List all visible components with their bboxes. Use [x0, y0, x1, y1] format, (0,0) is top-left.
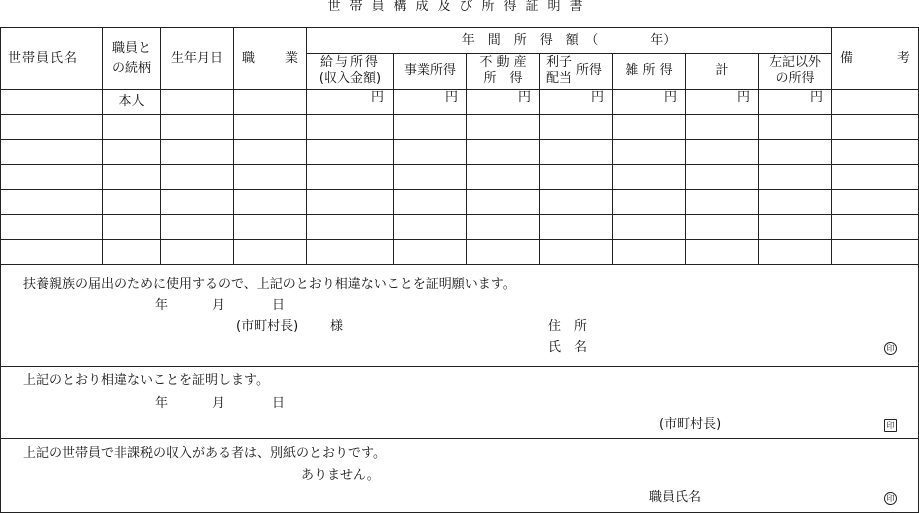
header-misc: 雑 所 得 [625, 63, 673, 78]
divider [0, 89, 919, 90]
header-other-line2: の所得 [775, 71, 815, 86]
section1-statement: 扶養親族の届出のために使用するので、上記のとおり相違ないことを証明願います。 [23, 277, 516, 292]
divider [0, 139, 919, 140]
divider [393, 53, 394, 265]
yen-unit: 円 [810, 90, 824, 105]
section2-day: 日 [272, 396, 286, 411]
divider [0, 114, 919, 115]
seal-mark: 印 [884, 342, 897, 355]
header-member-name: 世帯員氏名 [8, 51, 79, 66]
header-interest-line2: 配当 [546, 71, 573, 86]
divider [831, 27, 832, 265]
header-occupation-right: 業 [285, 51, 299, 66]
header-remarks-right: 考 [897, 51, 911, 66]
section1-month: 月 [212, 298, 226, 313]
relation-self: 本人 [118, 94, 145, 109]
section3-none: ありません。 [301, 468, 380, 483]
divider [0, 214, 919, 215]
yen-unit: 円 [518, 90, 532, 105]
section1-day: 日 [272, 298, 286, 313]
section2-statement: 上記のとおり相違ないことを証明します。 [23, 373, 269, 388]
form-title: 世帯員構成及び所得証明書 [327, 0, 592, 14]
divider [0, 164, 919, 165]
header-relation-line2: の続柄 [111, 61, 151, 76]
divider [306, 53, 831, 54]
header-birthdate: 生年月日 [170, 51, 223, 66]
header-total: 計 [715, 63, 729, 78]
seal-mark: 印 [884, 492, 897, 505]
header-realestate-line1: 不 動 産 [479, 55, 527, 70]
header-interest-suffix: 所得 [576, 63, 603, 78]
seal-mark: 印 [884, 419, 897, 432]
header-business: 事業所得 [403, 63, 456, 78]
yen-unit: 円 [591, 90, 605, 105]
header-annual-income: 年 間 所 得 額 （ 年） [461, 33, 677, 48]
section1-year: 年 [155, 298, 169, 313]
divider [233, 27, 234, 265]
divider [0, 438, 919, 439]
section3-statement: 上記の世帯員で非課税の収入がある者は、別紙のとおりです。 [23, 446, 386, 461]
yen-unit: 円 [664, 90, 678, 105]
divider [0, 264, 919, 265]
section2-month: 月 [212, 396, 226, 411]
section2-mayor: (市町村長) [659, 417, 722, 432]
header-realestate-line2: 所 得 [483, 71, 523, 86]
section3-staff-label: 職員氏名 [649, 490, 702, 505]
divider [0, 189, 919, 190]
divider [685, 53, 686, 265]
header-salary-line2: (収入金額) [318, 71, 382, 86]
divider [539, 53, 540, 265]
section1-name-label: 氏 名 [548, 340, 588, 355]
yen-unit: 円 [737, 90, 751, 105]
header-remarks-left: 備 [840, 51, 854, 66]
yen-unit: 円 [445, 90, 459, 105]
header-salary-line1: 給与所得 [319, 55, 380, 70]
yen-unit: 円 [371, 90, 385, 105]
section1-honorific: 様 [330, 319, 344, 334]
section2-year: 年 [155, 396, 169, 411]
header-occupation-left: 職 [242, 51, 256, 66]
section1-address-label: 住 所 [548, 319, 588, 334]
divider [0, 239, 919, 240]
divider [0, 366, 919, 367]
section1-mayor: (市町村長) [236, 319, 299, 334]
header-other-line1: 左記以外 [768, 55, 821, 70]
header-interest-line1: 利子 [546, 55, 573, 70]
divider [612, 53, 613, 265]
header-relation-line1: 職員と [111, 41, 151, 56]
